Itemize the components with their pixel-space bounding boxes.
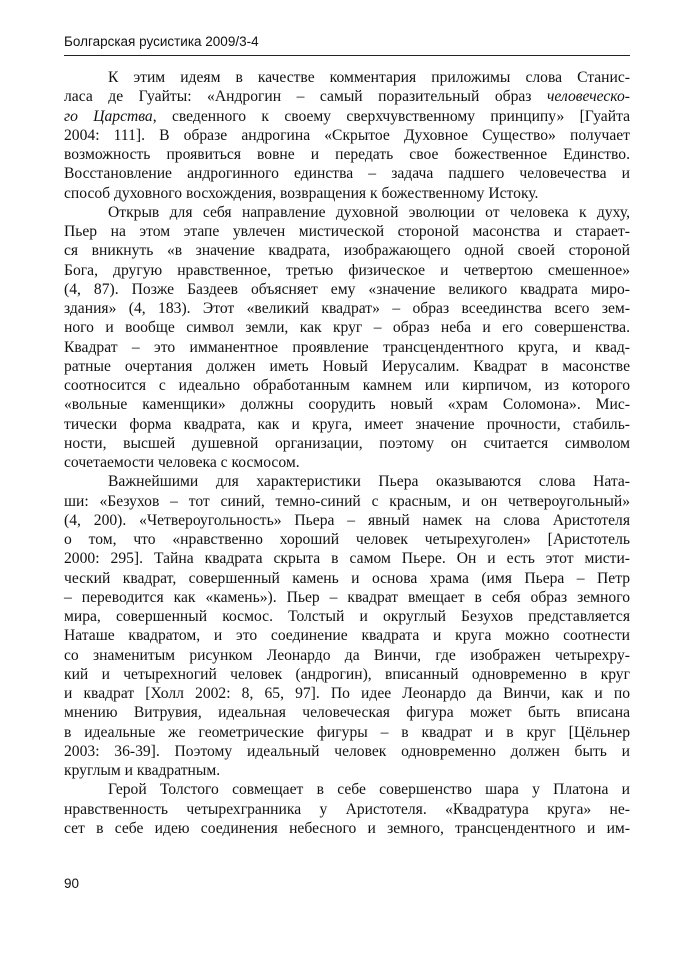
text-line: (4, 87). Позже Баздеев объясняет ему «значение великого квадрата миро- <box>64 280 630 298</box>
text-line: кий и четырехногий человек (андрогин), вписанный одновременно в круг <box>64 665 630 683</box>
text-line: – переводится как «камень»). Пьер – квадрат вмещает в себя образ земного <box>64 588 630 606</box>
text-line: сочетаемости человека с космосом. <box>64 454 300 471</box>
text-line: 2004: 111]. В образе андрогина «Скрытое Духовное Существо» получает <box>64 126 630 144</box>
text-line: 2003: 36-39]. Поэтому идеальный человек одновременно должен быть и <box>64 742 630 760</box>
text-line: здания» (4, 183). Этот «великий квадрат» – образ всеединства всего зем- <box>64 300 630 317</box>
text-line: Восстановление андрогинного единства – задача падшего человечества и <box>64 165 630 183</box>
text-line: Пьер на этом этапе увлечен мистической стороной масонства и старает- <box>64 223 630 240</box>
text-line: ся вникнуть «в значение квадрата, изображающего одной своей стороной <box>64 242 630 260</box>
running-head: Болгарская русистика 2009/3-4 <box>64 33 630 56</box>
article-body <box>64 68 630 838</box>
text-line: мнению Витрувия, идеальная человеческая фигура может быть вписана <box>64 704 630 722</box>
text-line: и квадрат [Холл 2002: 8, 65, 97]. По идее Леонардо да Винчи, как и по <box>64 685 630 702</box>
text-line: сет в себе идею соединения небесного и земного, трансцендентного и им- <box>64 819 630 837</box>
text-line: «вольные каменщики» должны соорудить новый «храм Соломона». Мис- <box>64 396 630 414</box>
text-line: ческий квадрат, совершенный камень и основа храма (имя Пьера – Петр <box>64 569 630 587</box>
italic-text: го Царства <box>64 107 153 125</box>
text-line: Наташе квадратом, и это соединение квадрата и круга можно соотнести <box>64 627 630 645</box>
text-line: (4, 200). «Четвероугольность» Пьера – явный намек на слова Аристотеля <box>64 511 630 529</box>
text-line: о том, что «нравственно хороший человек четырехуголен» [Аристотель <box>64 531 630 548</box>
text-line: мира, совершенный космос. Толстый и округлый Безухов представляется <box>64 608 630 625</box>
text-line: Герой Толстого совмещает в себе совершенство шара у Платона и <box>108 781 630 799</box>
text-line: в идеальные же геометрические фигуры – в квадрат и в круг [Цёльнер <box>64 723 630 741</box>
text-line: го Царства, сведенного к своему сверхчувственному принципу» [Гуайта <box>64 107 630 125</box>
text-line: способ духовного восхождения, возвращения к божественному Истоку. <box>64 184 539 202</box>
text-line: ши: «Безухов – тот синий, темно-синий с красным, и он четвероугольный» <box>64 492 630 510</box>
text-line: возможность проявиться вовне и передать свое божественное Единство. <box>64 146 630 163</box>
text-line: ности, высшей душевной организации, поэтому он считается символом <box>64 434 630 452</box>
text-line: 2000: 295]. Тайна квадрата скрыта в самом Пьере. Он и есть этот мисти- <box>64 550 630 568</box>
text-line: нравственность четырехгранника у Аристотеля. «Квадратура круга» не- <box>64 800 630 818</box>
text-line: тически форма квадрата, как и круга, имеет значение прочности, стабиль- <box>64 415 630 433</box>
text-line: Открыв для себя направление духовной эволюции от человека к духу, <box>108 203 630 221</box>
text-line: Квадрат – это имманентное проявление трансцендентного круга, и квад- <box>64 338 630 356</box>
text-line: ного и вообще символ земли, как круг – образ неба и его совершенства. <box>64 319 630 337</box>
italic-text: человеческо- <box>546 88 630 106</box>
text-line: Важнейшими для характеристики Пьера оказываются слова Ната- <box>108 473 630 491</box>
text-line: круглым и квадратным. <box>64 762 221 779</box>
page-number: 90 <box>64 876 80 891</box>
text-line: ласа де Гуайты: «Андрогин – самый поразительный образ человеческо- <box>64 88 630 106</box>
text-line: со знаменитым рисунком Леонардо да Винчи, где изображен четырехру- <box>64 646 630 664</box>
text-line: К этим идеям в качестве комментария приложимы слова Станис- <box>108 69 630 86</box>
text-line: Бога, другую нравственное, третью физическое и четвертою смешенное» <box>64 261 630 279</box>
text-line: ратные очертания должен иметь Новый Иерусалим. Квадрат в масонстве <box>64 357 630 375</box>
text-line: соотносится с идеально обработанным камнем или кирпичом, из которого <box>64 377 630 394</box>
